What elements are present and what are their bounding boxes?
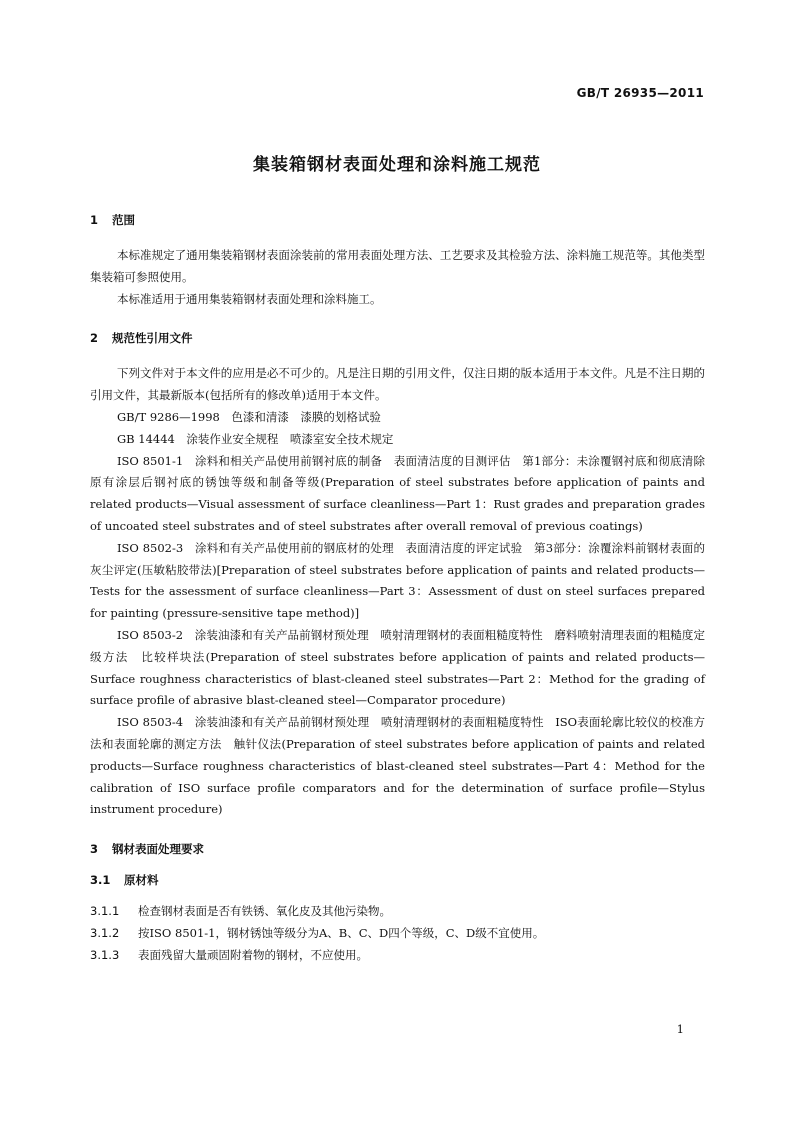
references-intro: 下列文件对于本文件的应用是必不可少的。凡是注日期的引用文件，仅注日期的版本适用于本文件。凡是不注日期的引用文件，其最新版本(包括所有的修改单)适用于本文件。: [90, 366, 705, 403]
clause-text: 按ISO 8501-1，钢材锈蚀等级分为A、B、C、D四个等级，C、D级不宜使用。: [138, 925, 545, 940]
section-title: 钢材表面处理要求: [112, 842, 204, 857]
section-title: 范围: [112, 213, 135, 227]
clause-text: 表面残留大量顽固附着物的钢材，不应使用。: [138, 947, 368, 962]
document-body: [90, 210, 705, 967]
subsection-3-1-heading: [90, 870, 705, 891]
clause-number: 3.1.2: [90, 925, 120, 940]
section-number: 3: [90, 842, 99, 857]
reference-entry: GB/T 9286—1998 色漆和清漆 漆膜的划格试验: [117, 409, 381, 424]
clause-item: [90, 945, 705, 967]
clause-number: 3.1.1: [90, 904, 120, 919]
reference-entry: ISO 8502-3 涂料和有关产品使用前的钢底材的处理 表面清洁度的评定试验 第3部分：涂覆涂料前钢材表面的灰尘评定(压敏粘胶带法)[Preparation of steel substrates before application of paints and related products—Tests for the assessment of surface cleanliness—Part 3：Assessment of dust on steel surfaces prepared for painting (pressure-sensitive tape method)]: [90, 540, 705, 621]
subsection-title: 原材料: [124, 873, 159, 888]
clause-text: 检查钢材表面是否有铁锈、氧化皮及其他污染物。: [138, 904, 391, 919]
clause-number: 3.1.3: [90, 947, 120, 962]
section-number: 2: [90, 331, 99, 346]
page-number: 1: [676, 1022, 684, 1036]
clause-item: [90, 923, 705, 945]
section-3-heading: [90, 839, 705, 860]
section-1-heading: [90, 210, 705, 231]
scope-paragraph: 本标准适用于通用集装箱钢材表面处理和涂料施工。: [117, 291, 382, 306]
clause-item: [90, 901, 705, 923]
scope-paragraph: 本标准规定了通用集装箱钢材表面涂装前的常用表面处理方法、工艺要求及其检验方法、涂料施工规范等。其他类型集装箱可参照使用。: [90, 248, 705, 284]
reference-entry: ISO 8503-2 涂装油漆和有关产品前钢材预处理 喷射清理钢材的表面粗糙度特性 磨料喷射清理表面的粗糙度定级方法 比较样块法(Preparation of steel substrates before application of paints and related products—Surface roughness characteristics of blast-cleaned steel substrates—Part 2：Method for the grading of surface profile of abrasive blast-cleaned steel—Comparator procedure): [90, 627, 705, 708]
section-2-heading: [90, 328, 705, 349]
section-number: 1: [90, 213, 99, 227]
reference-entry: ISO 8503-4 涂装油漆和有关产品前钢材预处理 喷射清理钢材的表面粗糙度特性 ISO表面轮廓比较仪的校准方法和表面轮廓的测定方法 触针仪法(Preparation of steel substrates before application of paints and related products—Surface roughness characteristics of blast-cleaned steel substrates—Part 4：Method for the calibration of ISO surface profile comparators and for the determination of surface profile—Stylus instrument procedure): [90, 715, 705, 817]
section-title: 规范性引用文件: [112, 331, 193, 346]
reference-entry: GB 14444 涂装作业安全规程 喷漆室安全技术规定: [117, 431, 394, 446]
standard-code: GB/T 26935—2011: [576, 86, 704, 100]
document-title: 集装箱钢材表面处理和涂料施工规范: [253, 155, 541, 175]
subsection-number: 3.1: [90, 873, 111, 888]
reference-entry: ISO 8501-1 涂料和相关产品使用前钢衬底的制备 表面清洁度的目测评估 第1部分：未涂覆钢衬底和彻底清除原有涂层后钢衬底的锈蚀等级和制备等级(Preparation of steel substrates before application of paints and related products—Visual assessment of surface cleanliness—Part 1：Rust grades and preparation grades of uncoated steel substrates and of steel substrates after overall removal of previous coatings): [90, 453, 705, 533]
